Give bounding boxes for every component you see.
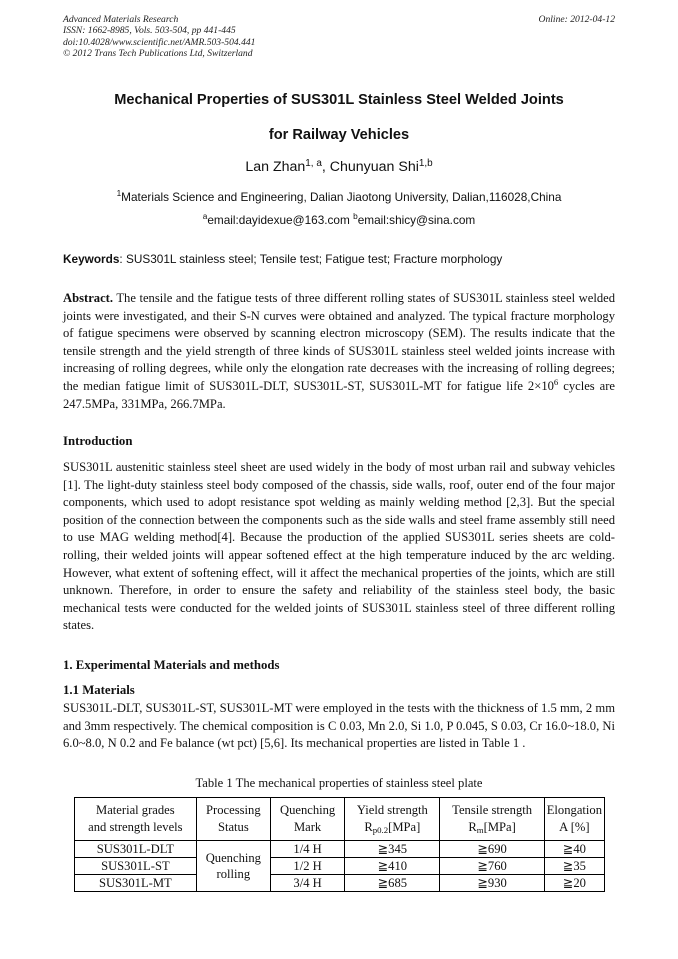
mechanical-properties-table [74,797,605,892]
author-affiliation-mark: 1,b [418,158,433,169]
column-header: Quenching Mark [270,798,344,841]
abstract [63,290,615,413]
table-cell: ≧35 [544,858,604,875]
author-name: Chunyuan Shi [329,159,419,175]
abstract-label: Abstract. [63,291,114,305]
email-b: email:shicy@sina.com [357,213,476,227]
table-cell: 1/2 H [270,858,344,875]
column-header: Processing Status [196,798,270,841]
abstract-text-end: cycles are 247.5MPa, 331MPa, 266.7MPa. [63,378,615,411]
table-cell: SUS301L-MT [75,875,197,892]
abstract-text: The tensile and the fatigue tests of three different rolling states of SUS301L stainless steel welded joints were investigated, and their S-N curves were obtained and analyzed. The typical fracture morphology of fatigue specimens were observed by scanning electron microscopy (SEM). The results indicate that the tensile strength and the yield strength of three kinds of SUS301L stainless steel welded joints increase with increasing of rolling degrees, while only the elongation rate decreases with the increasing of rolling degrees; the median fatigue limit of SUS301L-DLT, SUS301L-ST, SUS301L-MT for fatigue life 2×10 [63,291,615,393]
email-a: email:dayidexue@163.com [207,213,354,227]
introduction-heading: Introduction [63,434,133,448]
table-cell: ≧930 [440,875,544,892]
table-cell: SUS301L-ST [75,858,197,875]
email-mark: b [353,212,358,221]
author-emails [40,213,638,227]
journal-name: Advanced Materials Research [63,14,179,25]
abstract-exponent: 6 [553,376,559,387]
table-header-row [75,798,605,841]
doi-line: doi:10.4028/www.scientific.net/AMR.503-504.441 [63,36,256,48]
table-cell: ≧345 [345,841,440,858]
paper-title-line-2: for Railway Vehicles [268,127,410,143]
email-mark: a [202,212,208,221]
column-header: Elongation A [%] [544,798,604,841]
table-cell: ≧40 [544,841,604,858]
copyright-line: © 2012 Trans Tech Publications Ltd, Switzerland [63,47,253,59]
table-cell: ≧410 [345,858,440,875]
affiliation-mark: 1 [116,189,122,198]
author-list [40,159,638,175]
table-row [75,875,605,892]
affiliation [40,190,638,204]
column-header: Yield strength $R_{p0.2}[MPa]$ [345,798,440,841]
processing-status-cell: Quenching rolling [196,841,270,892]
table-cell: ≧20 [544,875,604,892]
table-row [75,841,605,858]
issn-line: ISSN: 1662-8985, Vols. 503-504, pp 441-445 [63,25,236,37]
paper-title-line-1: Mechanical Properties of SUS301L Stainless Steel Welded Joints [114,92,564,108]
materials-text: SUS301L-DLT, SUS301L-ST, SUS301L-MT were employed in the tests with the thickness of 1.5 mm, 2 mm and 3mm respectively. The chemical composition is C 0.03, Mn 2.0, Si 1.0, P 0.045, S 0.03, Cr 16.0~18.0, Ni 6.0~8.0, N 0.2 and Fe balance (wt pct) [5,6]. Its mechanical properties are listed in Table 1 . [63,701,615,751]
column-header: Material grades and strength levels [75,798,197,841]
table-row [75,858,605,875]
keywords-label: Keywords [63,252,120,266]
column-header: Tensile strength $R_m[MPa]$ [440,798,544,841]
author-separator: , [321,159,330,175]
journal-header [63,14,615,59]
table-cell: ≧760 [440,858,544,875]
author-name: Lan Zhan [245,159,306,175]
table-caption: Table 1 The mechanical properties of stainless steel plate [195,776,483,790]
table-cell: ≧690 [440,841,544,858]
table-cell: 1/4 H [270,841,344,858]
section-heading: 1. Experimental Materials and methods [63,658,280,672]
table-cell: SUS301L-DLT [75,841,197,858]
subsection-heading: 1.1 Materials [63,683,135,697]
introduction-text: SUS301L austenitic stainless steel sheet are used widely in the body of most urban rail and subway vehicles [1]. The light-duty stainless steel body composed of the chassis, side walls, roof, outer end of the four major components, which used to adopt resistance spot welding as mainly welding method [2,3]. But the special position of the connection between the components such as the side walls and steel frame assembly still need to use MAG welding method[4]. Because the production of the applied SUS301L series sheets are cold-rolling, their welded joints will appear softened effect at the high temperature induced by the arc welding. However, what extent of softening effect, will it affect the mechanical properties of the joints, which are still unknown. Therefore, in order to ensure the safety and reliability of the stainless steel body, the basic mechanical tests were conducted for the welded joints of SUS301L stainless steel of three different rolling states. [63,460,615,633]
table-cell: ≧685 [345,875,440,892]
online-date: Online: 2012-04-12 [538,14,615,25]
table-cell: 3/4 H [270,875,344,892]
keywords [63,252,615,266]
author-affiliation-mark: 1, a [305,158,322,169]
keywords-text: : SUS301L stainless steel; Tensile test; Fatigue test; Fracture morphology [119,252,503,266]
affiliation-text: Materials Science and Engineering, Dalian Jiaotong University, Dalian,116028,China [121,190,562,204]
